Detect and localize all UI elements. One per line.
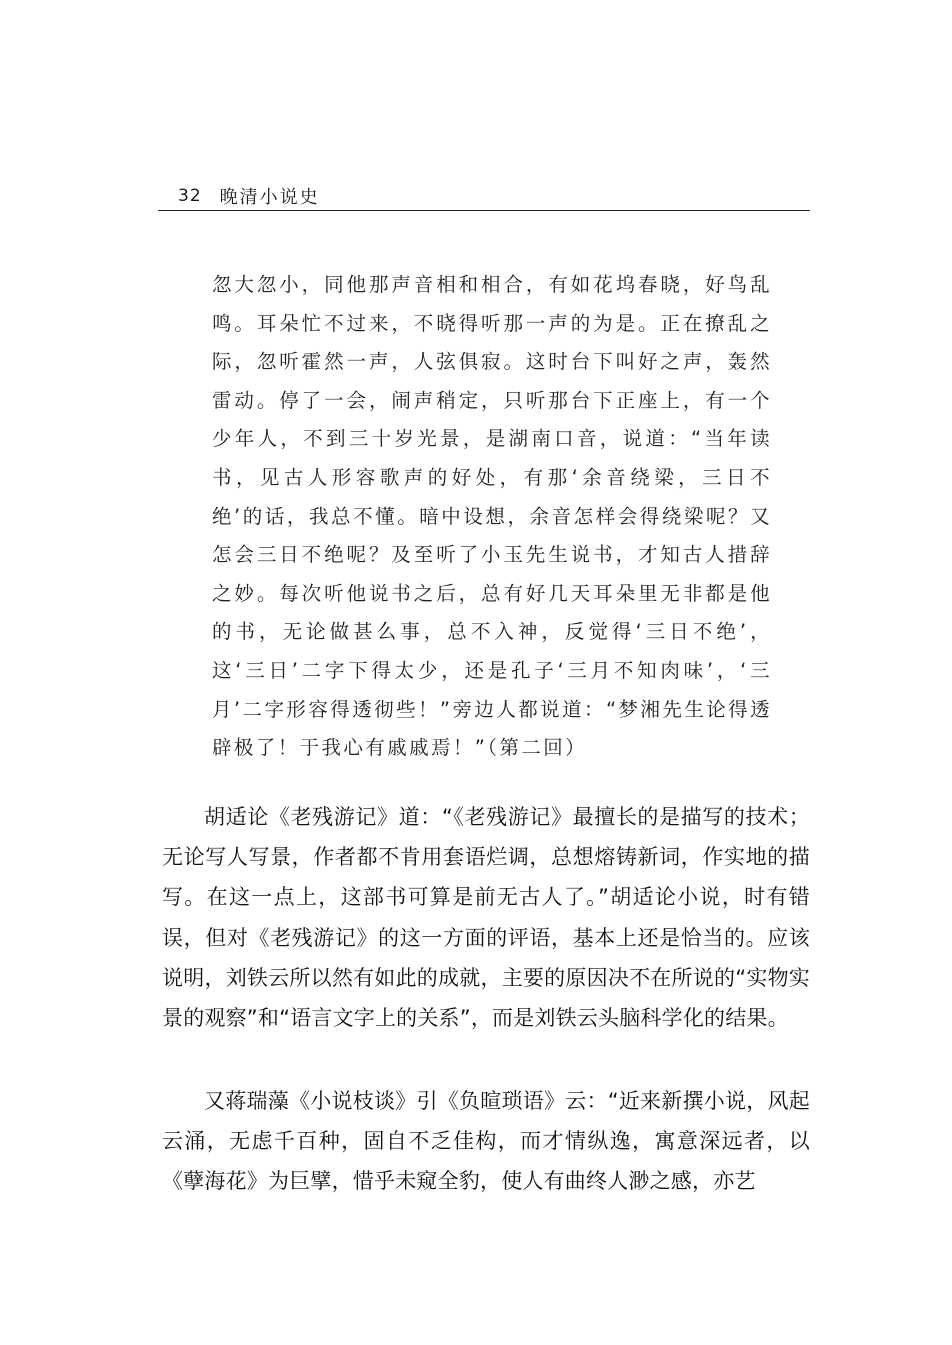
body-paragraph: 又蒋瑞藻《小说枝谈》引《负暄琐语》云：“近来新撰小说，风起云涌，无虑千百种，固自不乏佳构，而才情纵逸，寓意深远者，以《孽海花》为巨擘，惜乎未窥全豹，使人有曲终人渺之感，亦艺 [162, 1089, 810, 1194]
body-paragraph: 胡适论《老残游记》道：“《老残游记》最擅长的是描写的技术；无论写人写景，作者都不肯用套语烂调，总想熔铸新词，作实地的描写。在这一点上，这部书可算是前无古人了。”胡适论小说，时有错误，但对《老残游记》的这一方面的评语，基本上还是恰当的。应该说明，刘铁云所以然有如此的成就，主要的原因决不在所说的“实物实景的观察”和“语言文字上的关系”，而是刘铁云头脑科学化的结果。 [162, 805, 810, 1031]
running-header [158, 183, 808, 209]
block-quote: 忽大忽小，同他那声音相和相合，有如花坞春晓，好鸟乱鸣。耳朵忙不过来，不晓得听那一声的为是。正在撩乱之际，忽听霍然一声，人弦俱寂。这时台下叫好之声，轰然雷动。停了一会，闹声稍定，只听那台下正座上，有一个少年人，不到三十岁光景，是湖南口音，说道：“当年读书，见古人形容歌声的好处，有那‘余音绕梁，三日不绝’的话，我总不懂。暗中设想，余音怎样会得绕梁呢？又怎会三日不绝呢？及至听了小玉先生说书，才知古人措辞之妙。每次听他说书之后，总有好几天耳朵里无非都是他的书，无论做甚么事，总不入神，反觉得‘三日不绝’，这‘三日’二字下得太少，还是孔子‘三月不知肉味’，‘三月’二字形容得透彻些！”旁边人都说道：“梦湘先生论得透辟极了！于我心有戚戚焉！”（第二回） [212, 273, 772, 760]
book-title: 晚清小说史 [219, 187, 320, 208]
page-number: 32 [178, 186, 202, 206]
header-rule [158, 210, 810, 211]
